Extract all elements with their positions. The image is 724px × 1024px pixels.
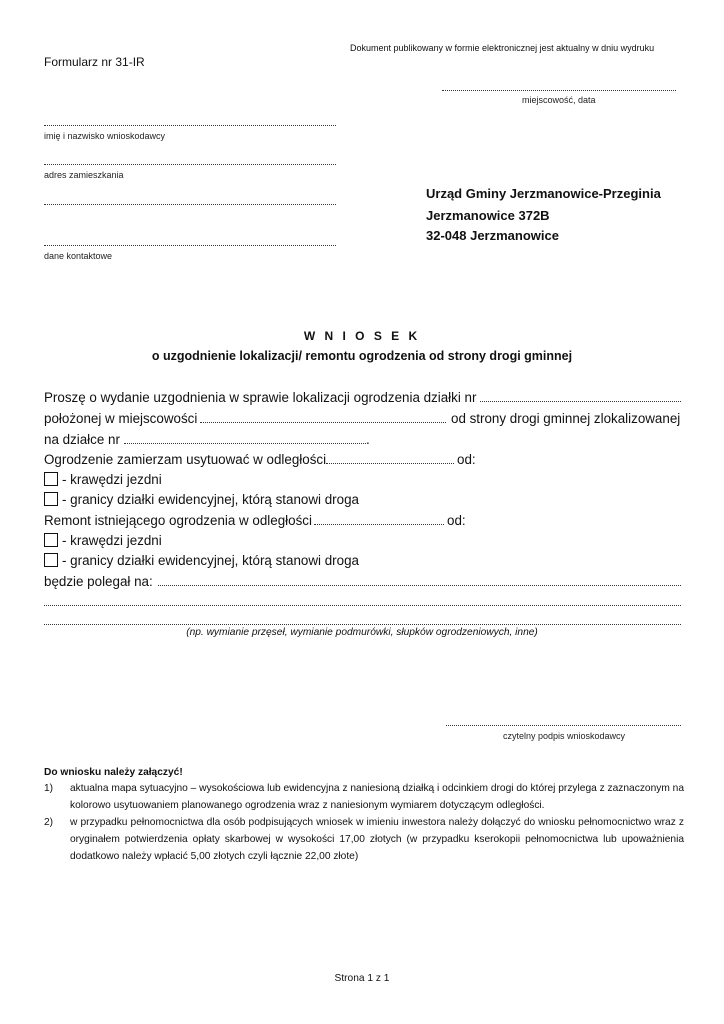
attachments-heading: Do wniosku należy załączyć! bbox=[44, 767, 183, 778]
request-line-3: na działce nr bbox=[44, 432, 120, 447]
request-line-2b: od strony drogi gminnej zlokalizowanej bbox=[451, 411, 681, 426]
option-roadway-edge-2 bbox=[44, 533, 162, 548]
form-number: Formularz nr 31-IR bbox=[44, 55, 145, 69]
attachment-item-2 bbox=[44, 814, 684, 865]
signature-label: czytelny podpis wnioskodawcy bbox=[503, 731, 626, 741]
applicant-address-label: adres zamieszkania bbox=[44, 170, 124, 180]
office-name: Urząd Gminy Jerzmanowice-Przeginia bbox=[426, 186, 661, 201]
repair-od: od: bbox=[447, 513, 466, 528]
plot-boundary-label-2: - granicy działki ewidencyjnej, którą stanowi droga bbox=[62, 553, 359, 568]
attachment-text-1: aktualna mapa sytuacyjno – wysokościowa lub ewidencyjna z naniesioną działką i odcinkiem drogi do której przylega z zaznaczonym na kolorowo usytuowaniem planowanego ogrodzenia wraz z naniesionym wymiarem dotyczącym odległości. bbox=[70, 783, 684, 811]
work-description-field-2[interactable] bbox=[44, 593, 681, 606]
fence-plan-label: Ogrodzenie zamierzam usytuować w odległości bbox=[44, 452, 327, 467]
roadway-edge-checkbox-2[interactable] bbox=[44, 533, 58, 547]
page-number: Strona 1 z 1 bbox=[334, 973, 390, 984]
attachment-number-1: 1) bbox=[44, 783, 54, 794]
signature-field[interactable] bbox=[446, 713, 681, 726]
fence-plan-od: od: bbox=[457, 452, 476, 467]
applicant-contact-field[interactable] bbox=[44, 233, 336, 246]
roadway-edge-label-1: - krawędzi jezdni bbox=[62, 472, 162, 487]
applicant-name-field[interactable] bbox=[44, 113, 336, 126]
roadway-edge-label-2: - krawędzi jezdni bbox=[62, 533, 162, 548]
office-street: Jerzmanowice 372B bbox=[426, 208, 550, 223]
option-plot-boundary-2 bbox=[44, 553, 359, 568]
option-roadway-edge-1 bbox=[44, 472, 162, 487]
plot-boundary-checkbox-1[interactable] bbox=[44, 492, 58, 506]
fence-distance-field[interactable] bbox=[326, 451, 454, 464]
office-postcode: 32-048 Jerzmanowice bbox=[426, 228, 559, 243]
request-line-1: Proszę o wydanie uzgodnienia w sprawie lokalizacji ogrodzenia działki nr bbox=[44, 390, 477, 405]
request-line-2a: położonej w miejscowości bbox=[44, 411, 198, 426]
roadway-edge-checkbox-1[interactable] bbox=[44, 472, 58, 486]
plot-boundary-checkbox-2[interactable] bbox=[44, 553, 58, 567]
will-consist-label: będzie polegał na: bbox=[44, 574, 153, 589]
work-description-field-3[interactable] bbox=[44, 612, 681, 625]
applicant-address-field[interactable] bbox=[44, 152, 336, 165]
option-plot-boundary-1 bbox=[44, 492, 359, 507]
road-plot-number-field[interactable] bbox=[124, 431, 366, 444]
plot-boundary-label-1: - granicy działki ewidencyjnej, którą stanowi droga bbox=[62, 492, 359, 507]
publication-note: Dokument publikowany w formie elektronicznej jest aktualny w dniu wydruku bbox=[350, 43, 655, 53]
document-subtitle: o uzgodnienie lokalizacji/ remontu ogrodzenia od strony drogi gminnej bbox=[151, 349, 573, 363]
applicant-contact-label: dane kontaktowe bbox=[44, 251, 113, 261]
place-date-field[interactable] bbox=[442, 78, 676, 91]
document-title: W N I O S E K bbox=[303, 329, 421, 343]
plot-number-field[interactable] bbox=[480, 389, 681, 402]
locality-field[interactable] bbox=[200, 410, 446, 423]
applicant-name-label: imię i nazwisko wnioskodawcy bbox=[44, 131, 166, 141]
work-description-field-1[interactable] bbox=[158, 573, 681, 586]
repair-label: Remont istniejącego ogrodzenia w odległości bbox=[44, 513, 312, 528]
examples-note: (np. wymianie przęseł, wymianie podmurówki, słupków ogrodzeniowych, inne) bbox=[186, 627, 538, 638]
place-date-label: miejscowość, data bbox=[522, 95, 596, 105]
attachment-number-2: 2) bbox=[44, 817, 54, 828]
request-line-3-end: . bbox=[366, 432, 370, 447]
repair-distance-field[interactable] bbox=[314, 512, 444, 525]
attachment-item-1 bbox=[44, 780, 684, 814]
attachment-text-2: w przypadku pełnomocnictwa dla osób podpisujących wniosek w imieniu inwestora należy dołączyć do wniosku pełnomocnictwo wraz z oryginałem potwierdzenia opłaty skarbowej w wysokości 17,00 złotych (w przypadku kserokopii pełnomocnictwa lub upoważnienia dodatkowo należy wpłacić 5,00 złotych czyli łącznie 22,00 złote) bbox=[70, 817, 684, 862]
applicant-address-field-2[interactable] bbox=[44, 192, 336, 205]
